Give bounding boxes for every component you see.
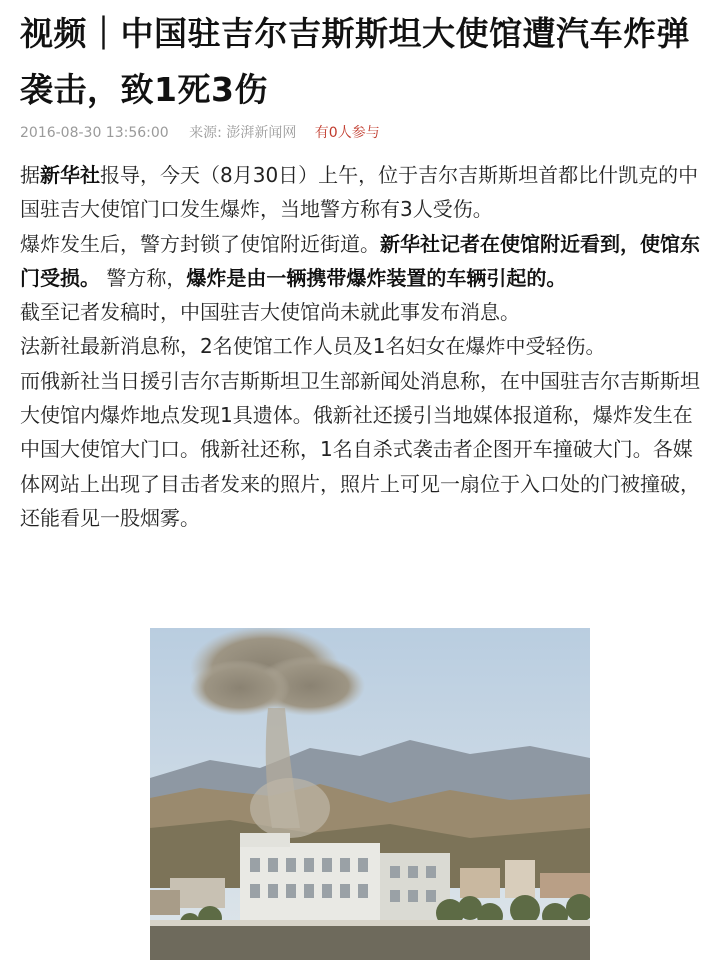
article-title: 视频｜中国驻吉尔吉斯斯坦大使馆遭汽车炸弹袭击，致1死3伤 xyxy=(20,14,690,109)
paragraph-4: 法新社最新消息称，2名使馆工作人员及1名妇女在爆炸中受轻伤。 xyxy=(20,334,606,359)
paragraph-5: 而俄新社当日援引吉尔吉斯斯坦卫生部新闻处消息称，在中国驻吉尔吉斯斯坦大使馆内爆炸地点发现1具遗体。俄新社还援引当地媒体报道称，爆炸发生在中国大使馆大门口。俄新社还称，1名自杀式袭击者企图开车撞破大门。各媒体网站上出现了目击者发来的照片，照片上可见一扇位于入口处的门被撞破，还能看见一股烟雾。 xyxy=(20,368,700,530)
p1-text-a: 据 xyxy=(20,163,40,187)
article-meta xyxy=(20,122,710,142)
perimeter-wall xyxy=(150,920,590,926)
p2-bold-1: 新华社记者在使馆附近看到，使馆东门受损。 xyxy=(20,231,700,290)
publish-date: 2016-08-30 13:56:00 xyxy=(20,125,169,141)
participants-link[interactable]: 有0人参与 xyxy=(314,125,380,141)
paragraph-1 xyxy=(20,158,710,227)
p1-bold: 新华社 xyxy=(40,163,100,187)
paragraph-2 xyxy=(20,227,710,296)
embassy-building xyxy=(240,843,380,923)
p2-text-c: 警方称， xyxy=(100,265,187,290)
explosion-photo xyxy=(150,628,590,960)
photo-illustration xyxy=(150,628,590,960)
building-top xyxy=(240,833,290,847)
foreground xyxy=(150,923,590,960)
article-body xyxy=(20,158,710,535)
ground-smoke xyxy=(250,778,330,838)
p1-text-c: 报导，今天（8月30日）上午，位于吉尔吉斯斯坦首都比什凯克的中国驻吉大使馆门口发生爆炸，当地警方称有3人受伤。 xyxy=(20,163,699,222)
p2-text-a: 爆炸发生后，警方封锁了使馆附近街道。 xyxy=(20,231,380,256)
p2-bold-2: 爆炸是由一辆携带爆炸装置的车辆引起的。 xyxy=(186,265,567,290)
paragraph-3: 截至记者发稿时，中国驻吉大使馆尚未就此事发布消息。 xyxy=(20,300,520,325)
article-source: 来源: 澎湃新闻网 xyxy=(189,125,297,141)
smoke-cloud-3 xyxy=(190,660,290,716)
